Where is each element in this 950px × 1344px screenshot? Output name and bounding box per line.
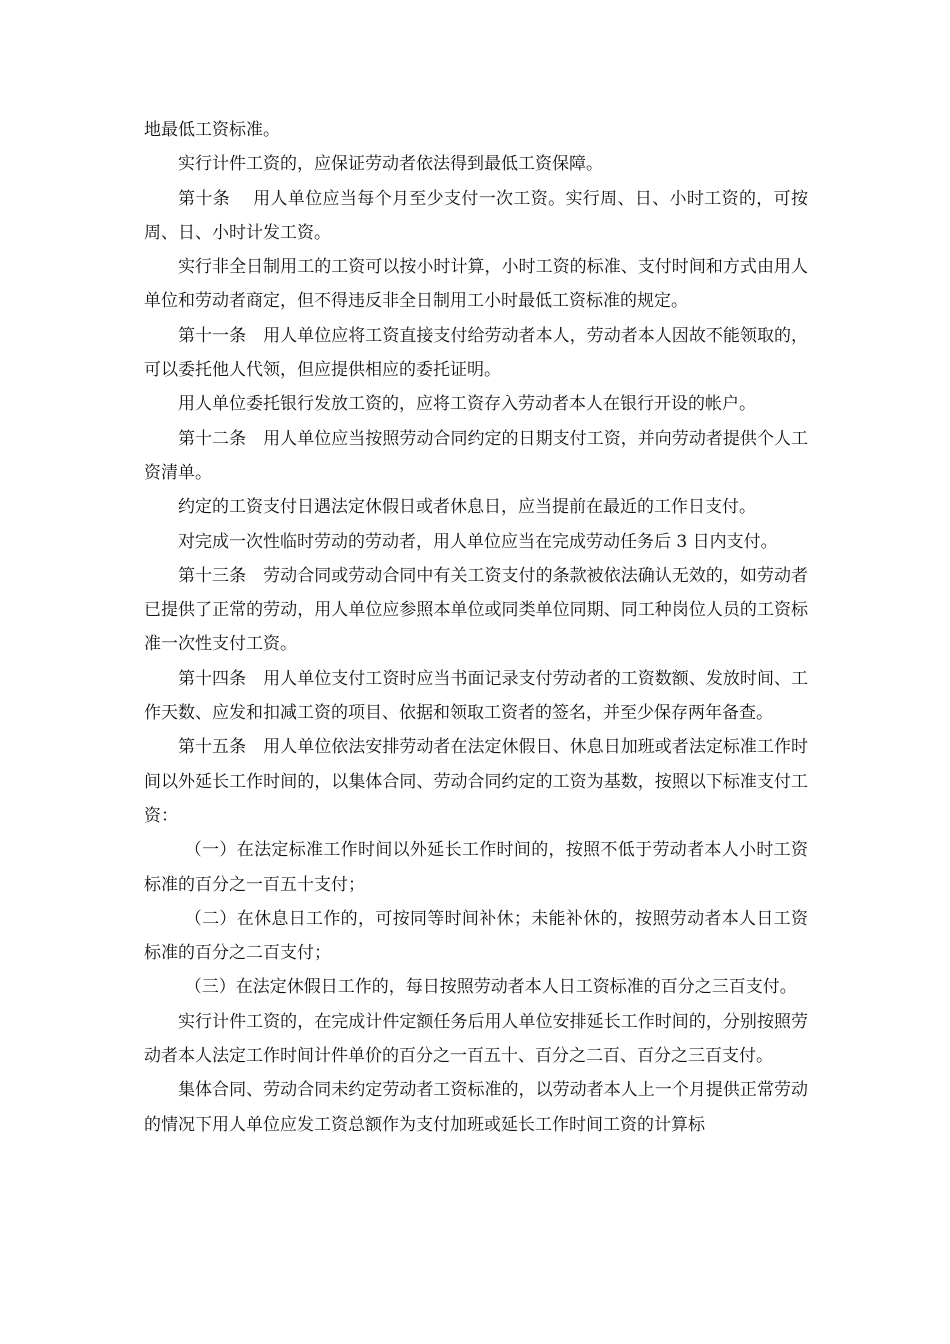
paragraph: 对完成一次性临时劳动的劳动者，用人单位应当在完成劳动任务后 3 日内支付。 bbox=[178, 531, 778, 552]
paragraph: 实行非全日制用工的工资可以按小时计算，小时工资的标准、支付时间和方式由用人单位和劳动者商定，但不得违反非全日制用工小时最低工资标准的规定。 bbox=[144, 257, 808, 312]
list-item-2: （二）在休息日工作的，可按同等时间补休；未能补休的，按照劳动者本人日工资标准的百分之二百支付； bbox=[144, 908, 808, 964]
article-15: 第十五条 用人单位依法安排劳动者在法定休假日、休息日加班或者法定标准工作时间以外延长工作时间的，以集体合同、劳动合同约定的工资为基数，按照以下标准支付工资： bbox=[144, 737, 808, 826]
document-body bbox=[144, 113, 808, 1142]
list-item-3: （三）在法定休假日工作的，每日按照劳动者本人日工资标准的百分之三百支付。 bbox=[184, 977, 797, 998]
paragraph: 实行计件工资的，应保证劳动者依法得到最低工资保障。 bbox=[178, 154, 603, 175]
article-13: 第十三条 劳动合同或劳动合同中有关工资支付的条款被依法确认无效的，如劳动者已提供了正常的劳动，用人单位应参照本单位或同类单位同期、同工种岗位人员的工资标准一次性支付工资。 bbox=[144, 565, 808, 655]
article-12: 第十二条 用人单位应当按照劳动合同约定的日期支付工资，并向劳动者提供个人工资清单。 bbox=[144, 428, 808, 483]
paragraph: 用人单位委托银行发放工资的，应将工资存入劳动者本人在银行开设的帐户。 bbox=[178, 394, 756, 415]
paragraph-continuation: 地最低工资标准。 bbox=[144, 120, 280, 140]
paragraph: 约定的工资支付日遇法定休假日或者休息日，应当提前在最近的工作日支付。 bbox=[178, 497, 756, 518]
article-11: 第十一条 用人单位应将工资直接支付给劳动者本人，劳动者本人因故不能领取的，可以委托他人代领，但应提供相应的委托证明。 bbox=[144, 325, 808, 381]
article-10: 第十条 用人单位应当每个月至少支付一次工资。实行周、日、小时工资的，可按周、日、小时计发工资。 bbox=[144, 188, 808, 243]
paragraph: 实行计件工资的，在完成计件定额任务后用人单位安排延长工作时间的，分别按照劳动者本人法定工作时间计件单价的百分之一百五十、百分之二百、百分之三百支付。 bbox=[144, 1011, 808, 1067]
article-14: 第十四条 用人单位支付工资时应当书面记录支付劳动者的工资数额、发放时间、工作天数、应发和扣减工资的项目、依据和领取工资者的签名，并至少保存两年备查。 bbox=[144, 668, 808, 724]
list-item-1: （一）在法定标准工作时间以外延长工作时间的，按照不低于劳动者本人小时工资标准的百分之一百五十支付； bbox=[144, 840, 808, 895]
paragraph: 集体合同、劳动合同未约定劳动者工资标准的，以劳动者本人上一个月提供正常劳动的情况下用人单位应发工资总额作为支付加班或延长工作时间工资的计算标 bbox=[144, 1080, 808, 1135]
